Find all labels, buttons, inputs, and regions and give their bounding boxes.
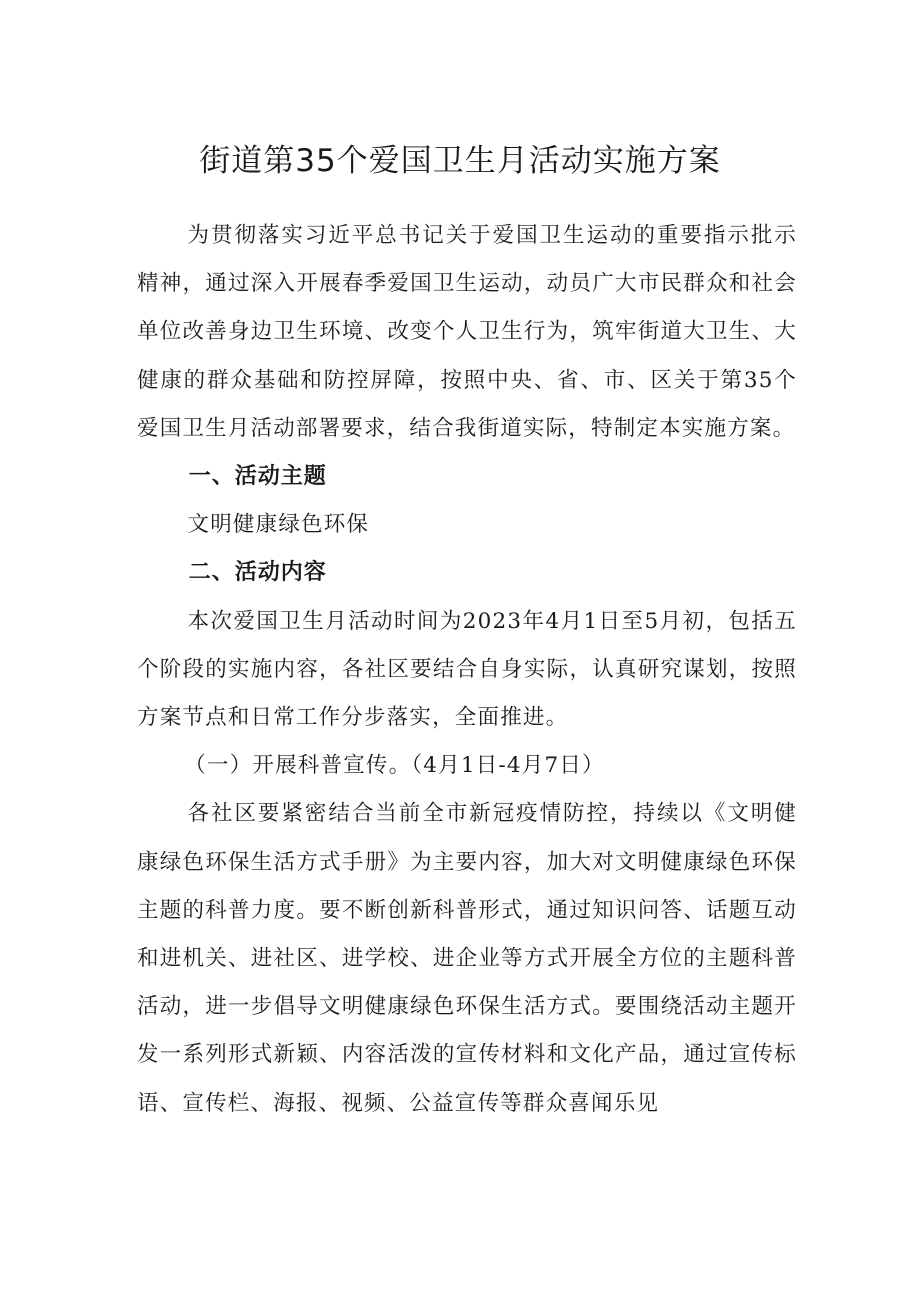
document-title: 街道第35个爱国卫生月活动实施方案 [199, 143, 721, 179]
publicity-paragraph: 各社区要紧密结合当前全市新冠疫情防控，持续以《文明健康绿色环保生活方式手册》为主要内容，加大对文明健康绿色环保主题的科普力度。要不断创新科普形式，通过知识问答、话题互动和进机关、进社区、进学校、进企业等方式开展全方位的主题科普活动，进一步倡导文明健康绿色环保生活方式。要围绕活动主题开发一系列形式新颖、内容活泼的宣传材料和文化产品，通过宣传标语、宣传栏、海报、视频、公益宣传等群众喜闻乐见 [137, 801, 797, 1116]
theme-paragraph: 文明健康绿色环保 [187, 512, 370, 538]
section-heading-content: 二、活动内容 [188, 560, 327, 586]
document-body [137, 212, 797, 1128]
content-paragraph: 本次爱国卫生月活动时间为2023年4月1日至5月初，包括五个阶段的实施内容，各社区要结合自身实际，认真研究谋划，按照方案节点和日常工作分步落实，全面推进。 [137, 608, 797, 731]
intro-paragraph: 为贯彻落实习近平总书记关于爱国卫生运动的重要指示批示精神，通过深入开展春季爱国卫生运动，动员广大市民群众和社会单位改善身边卫生环境、改变个人卫生行为，筑牢街道大卫生、大健康的群众基础和防控屏障，按照中央、省、市、区关于第35个爱国卫生月活动部署要求，结合我街道实际，特制定本实施方案。 [137, 223, 797, 441]
section-heading-theme: 一、活动主题 [188, 464, 327, 490]
subsection-heading-publicity: （一）开展科普宣传。（4月1日-4月7日） [184, 753, 605, 779]
